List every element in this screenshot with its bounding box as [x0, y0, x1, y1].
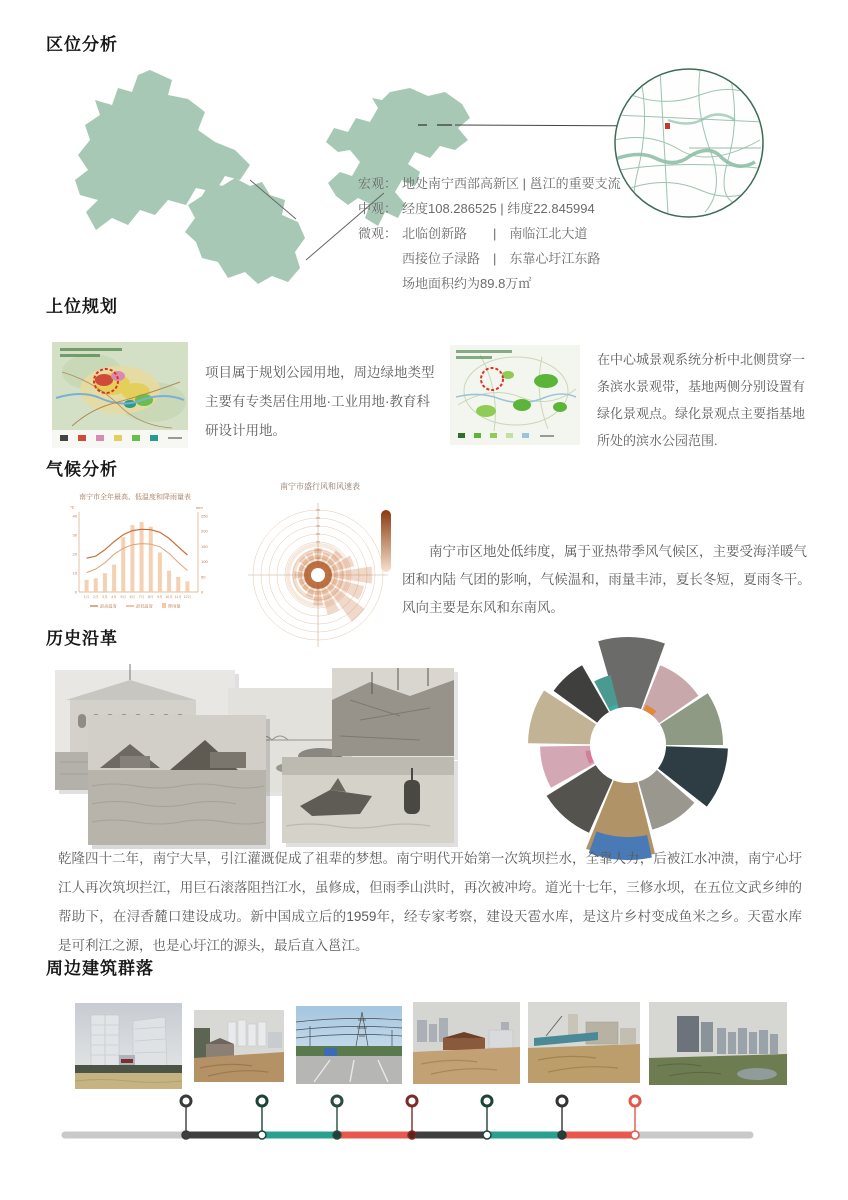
svg-text:30: 30 — [72, 532, 77, 538]
location-line-micro2 — [358, 248, 621, 273]
svg-text:8月: 8月 — [147, 595, 154, 599]
wind-rose-title: 南宁市盛行风和风速表 — [280, 482, 360, 491]
svg-text:最高温度: 最高温度 — [100, 603, 117, 609]
micro-text: 北临创新路 | 南临江北大道 — [402, 226, 588, 241]
macro-text: 地处南宁西部高新区 | 邕江的重要支流 — [402, 176, 621, 191]
svg-text:6月: 6月 — [129, 595, 136, 599]
meso-label: 中观： — [358, 201, 398, 216]
historic-photo-flood — [88, 715, 270, 849]
section-title-climate: 气候分析 — [46, 460, 118, 479]
site-area-text: 场地面积约为89.8万㎡ — [402, 276, 532, 291]
site-photo-road-pylons — [296, 1006, 402, 1084]
section-title-planning: 上位规划 — [46, 297, 118, 316]
svg-text:9月: 9月 — [157, 595, 163, 599]
svg-text:12月: 12月 — [183, 595, 192, 599]
planning-map-landuse — [52, 342, 188, 448]
historic-photo-hillside — [332, 668, 458, 760]
svg-text:2月: 2月 — [92, 595, 99, 599]
meso-text: 经度108.286525 | 纬度22.845994 — [402, 201, 595, 216]
circular-photo-montage — [505, 630, 755, 865]
svg-text:40: 40 — [72, 513, 77, 519]
temperature-rainfall-chart — [60, 500, 212, 618]
site-photo-residential-wetland — [649, 1002, 787, 1085]
site-photo-wasteland — [194, 1010, 284, 1082]
climate-chart-title: 南宁市全年最高、低温度和降雨量表 — [79, 494, 191, 501]
planning-text-right: 在中心城景观系统分析中北侧贯穿一条滨水景观带，基地两侧分别设置有绿化景观点。绿化景观点主要指基地所处的滨水公园范围. — [597, 352, 806, 448]
section-title-location: 区位分析 — [46, 35, 118, 54]
svg-text:11月: 11月 — [174, 595, 182, 599]
svg-text:最低温度: 最低温度 — [136, 603, 153, 609]
svg-text:1月: 1月 — [83, 595, 90, 599]
location-line-meso — [358, 198, 621, 223]
location-line-area — [358, 273, 621, 298]
site-circle-map — [612, 69, 765, 217]
macro-label: 宏观： — [358, 176, 398, 191]
history-paragraph: 乾隆四十二年，南宁大旱，引江灌溉促成了祖辈的梦想。南宁明代开始第一次筑坝拦水，全靠人力，后被江水冲溃，南宁心圩江人再次筑坝拦江，用巨石滚落阻挡江水，虽修成，但雨季山洪时，再次被冲垮。道光十七年，三修水坝，在五位文武乡绅的帮助下，在浔香麓口建设成功。新中国成立后的1959年，经专家考察，建设天雹水库，是这片乡村变成鱼米之乡。天雹水库是可利江之源，也是心圩江的源头，最后直入邕江。 — [58, 851, 802, 953]
planning-text-left: 项目属于规划公园用地，周边绿地类型主要有专类居住用地·工业用地·教育科研设计用地。 — [205, 365, 435, 438]
site-timeline — [0, 1082, 848, 1157]
svg-text:20: 20 — [72, 551, 77, 557]
svg-text:7月: 7月 — [138, 595, 145, 599]
wind-rose-chart — [235, 490, 405, 658]
nanning-city-map — [185, 178, 305, 284]
section-title-surroundings: 周边建筑群落 — [46, 959, 154, 978]
location-text-block — [358, 173, 621, 298]
svg-text:10: 10 — [72, 570, 77, 576]
svg-text:4月: 4月 — [111, 595, 117, 599]
svg-text:mm: mm — [196, 505, 203, 510]
svg-text:150: 150 — [201, 543, 208, 549]
location-line-micro — [358, 223, 621, 248]
site-photo-construction — [528, 1002, 640, 1083]
svg-text:降雨量: 降雨量 — [168, 603, 181, 609]
svg-text:100: 100 — [201, 559, 208, 565]
planning-map-landscape — [450, 345, 580, 445]
svg-text:3月: 3月 — [102, 595, 108, 599]
climate-paragraph: 南宁市区地处低纬度，属于亚热带季风气候区，主要受海洋暖气团和内陆 气团的影响，气候温和，雨量丰沛，夏长冬短，夏雨冬干。风向主要是东风和东南风。 — [402, 544, 811, 615]
historic-photo-boats — [282, 757, 458, 847]
svg-text:0: 0 — [201, 589, 204, 595]
svg-text:℃: ℃ — [70, 505, 75, 510]
svg-text:250: 250 — [201, 513, 208, 519]
site-photo-field-buildings — [413, 1002, 520, 1084]
section-title-history: 历史沿革 — [46, 629, 118, 648]
svg-text:10月: 10月 — [165, 595, 173, 599]
svg-text:50: 50 — [201, 574, 206, 580]
svg-text:200: 200 — [201, 528, 208, 534]
location-line-macro — [358, 173, 621, 198]
site-marker — [665, 123, 670, 129]
micro-text-2: 西接位子渌路 | 东靠心圩江东路 — [402, 251, 601, 266]
svg-text:5月: 5月 — [120, 595, 127, 599]
micro-label: 微观： — [358, 226, 398, 241]
site-photo-office-towers — [75, 1003, 182, 1089]
svg-text:0: 0 — [74, 589, 77, 595]
